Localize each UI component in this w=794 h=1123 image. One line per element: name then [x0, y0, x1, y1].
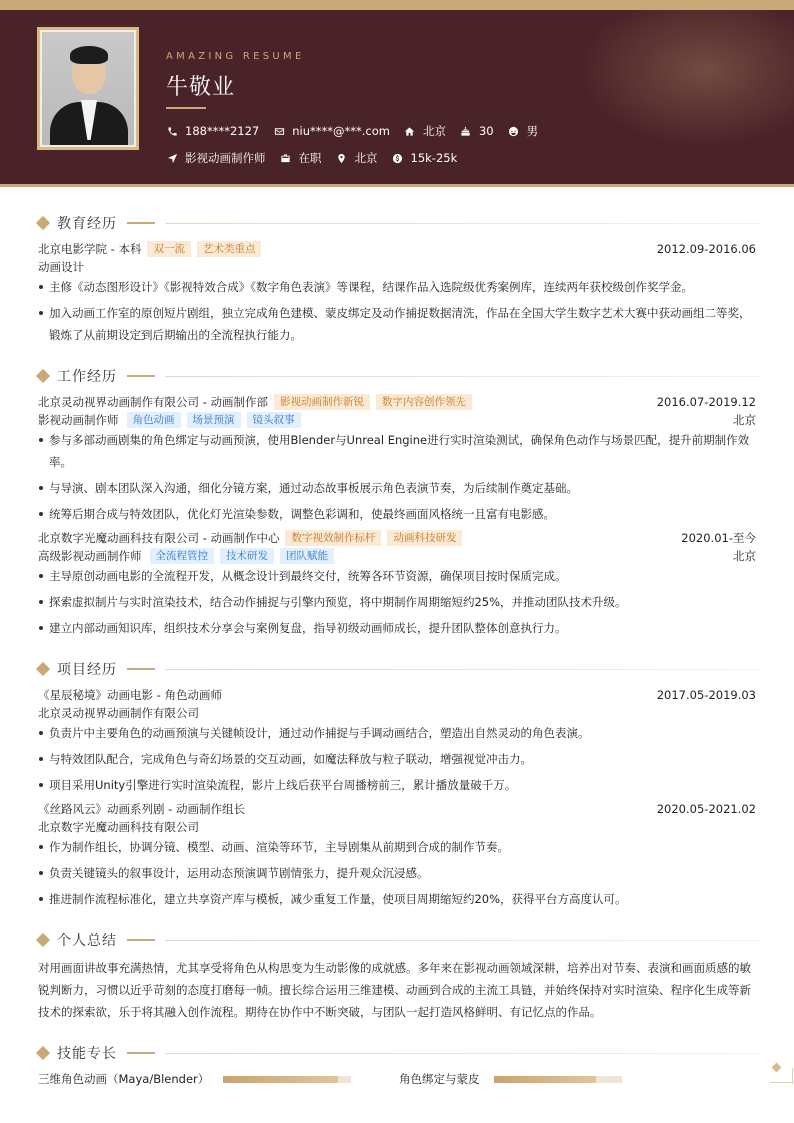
work-entry-header [38, 530, 756, 546]
project-date: 2020.05-2021.02 [656, 802, 756, 816]
school-name: 北京电影学院 - 本科 [38, 242, 142, 256]
job-title: 影视动画制作师 [38, 413, 119, 427]
corner-decoration-line [770, 1082, 792, 1083]
project-company-row [38, 819, 756, 835]
briefcase-icon [280, 152, 292, 164]
section-title-skills: 技能专长 [35, 1043, 760, 1063]
company-tag: 影视动画制作新锐 [274, 394, 370, 410]
profile-photo [37, 27, 139, 150]
hometown-info [404, 123, 446, 139]
skill-name: 角色绑定与蒙皮 [399, 1072, 480, 1086]
project-name: 《丝路风云》动画系列剧 - 动画制作组长 [38, 802, 245, 816]
project-bullet: 负责关键镜头的叙事设计，运用动态预演调节剧情张力，提升观众沉浸感。 [38, 862, 756, 884]
work-bullet: 主导原创动画电影的全流程开发，从概念设计到最终交付，统筹各环节资源，确保项目按时保质完成。 [38, 565, 756, 587]
summary-text: 对用画面讲故事充满热情，尤其享受将角色从构思变为生动影像的成就感。多年来在影视动画领域深耕，培养出对节奏、表演和画面质感的敏锐判断力，习惯以近乎苛刻的态度打磨每一帧。擅长综合运用三维建模、动画到合成的主流工具链，并始终保持对实时渲染、程序化生成等新技术的探索欲，乐于将其融入创作流程。期待在协作中不断突破，与团队一起打造风格鲜明、有记忆点的作品。 [38, 961, 751, 1019]
diamond-icon [36, 1046, 50, 1060]
work-bullet: 统筹后期合成与特效团队，优化灯光渲染参数，调整色彩调和，使最终画面风格统一且富有电影感。 [38, 503, 756, 525]
position-info [166, 150, 266, 166]
status-text: 在职 [298, 151, 322, 165]
company-tag: 数字视效制作标杆 [285, 530, 381, 546]
skill-level-fill [223, 1076, 338, 1083]
school-tag: 艺术类重点 [197, 241, 262, 257]
education-date: 2012.09-2016.06 [656, 242, 756, 256]
resume-tagline: AMAZING RESUME [166, 51, 305, 62]
skill-tag: 角色动画 [127, 412, 181, 428]
section-title-work: 工作经历 [35, 366, 760, 386]
diamond-icon [36, 369, 50, 383]
diamond-icon [36, 933, 50, 947]
work-entry-title-row [38, 548, 756, 564]
salary-info [392, 151, 458, 165]
skill-level-fill [494, 1076, 596, 1083]
company-tag: 动画科技研发 [387, 530, 462, 546]
project-entry-header [38, 801, 756, 817]
skill-item [38, 1071, 351, 1087]
work-date: 2020.01-至今 [681, 531, 756, 545]
company-name: 北京灵动视界动画制作有限公司 - 动画制作部 [38, 395, 268, 409]
skill-tag: 场景预演 [187, 412, 241, 428]
project-bullet: 作为制作组长，协调分镜、模型、动画、渲染等环节，主导剧集从前期到合成的制作节奏。 [38, 836, 756, 858]
money-icon [392, 152, 404, 164]
project-company-row [38, 705, 756, 721]
section-title-education: 教育经历 [35, 213, 760, 233]
project-name: 《星辰秘境》动画电影 - 角色动画师 [38, 688, 222, 702]
mail-icon [273, 125, 285, 137]
resume-header [0, 10, 794, 187]
school-tag: 双一流 [147, 241, 191, 257]
skill-tag: 镜头叙事 [247, 412, 301, 428]
work-date: 2016.07-2019.12 [656, 395, 756, 409]
location-icon [336, 152, 348, 164]
diamond-icon [36, 662, 50, 676]
section-title-projects: 项目经历 [35, 659, 760, 679]
skill-tag: 技术研发 [220, 548, 274, 564]
work-entry-header [38, 394, 756, 410]
education-major: 动画设计 [38, 260, 84, 274]
gender-text: 男 [526, 124, 539, 138]
diamond-icon [36, 216, 50, 230]
email-info [273, 124, 390, 138]
salary-text: 15k-25k [410, 151, 458, 165]
phone-text: 188****2127 [185, 124, 260, 138]
home-icon [404, 125, 416, 137]
gender-icon [508, 125, 520, 137]
project-company: 北京灵动视界动画制作有限公司 [38, 706, 199, 720]
job-title: 高级影视动画制作师 [38, 549, 142, 563]
project-bullet: 项目采用Unity引擎进行实时渲染流程，影片上线后获平台周播榜前三，累计播放量破千万。 [38, 774, 756, 796]
gender-info [508, 123, 539, 139]
status-info [280, 150, 322, 166]
work-entry-title-row [38, 412, 756, 428]
hometown-text: 北京 [422, 124, 446, 138]
send-icon [166, 152, 178, 164]
project-bullet: 与特效团队配合，完成角色与奇幻场景的交互动画，如魔法释放与粒子联动，增强视觉冲击力。 [38, 748, 756, 770]
job-intent-row [166, 150, 471, 166]
corner-decoration [772, 1063, 782, 1073]
project-bullet: 负责片中主要角色的动画预演与关键帧设计，通过动作捕捉与手调动画结合，塑造出自然灵动的角色表演。 [38, 722, 756, 744]
age-info [460, 124, 494, 138]
company-name: 北京数字光魔动画科技有限公司 - 动画制作中心 [38, 531, 280, 545]
education-bullet: 主修《动态图形设计》《影视特效合成》《数字角色表演》等课程，结课作品入选院级优秀案例库，连续两年获校级创作奖学金。 [38, 276, 756, 298]
skill-level-bar [494, 1076, 622, 1083]
top-accent-bar [0, 0, 794, 10]
work-city: 北京 [733, 413, 756, 427]
work-bullet: 建立内部动画知识库，组织技术分享会与案例复盘，指导初级动画师成长，提升团队整体创意执行力。 [38, 617, 756, 639]
skill-item [399, 1071, 622, 1087]
candidate-name: 牛敬业 [166, 75, 236, 100]
corner-decoration-line [792, 1068, 793, 1084]
phone-info [166, 124, 259, 138]
section-title-summary: 个人总结 [35, 930, 760, 950]
position-text: 影视动画制作师 [185, 151, 266, 165]
name-underline [166, 107, 206, 109]
work-bullet: 探索虚拟制片与实时渲染技术，结合动作捕捉与引擎内预览，将中期制作周期缩短约25%，并推动团队技术升级。 [38, 591, 756, 613]
skill-name: 三维角色动画（Maya/Blender） [38, 1072, 210, 1086]
work-bullet: 参与多部动画剧集的角色绑定与动画预演，使用Blender与Unreal Engine进行实时渲染测试，确保角色动作与场景匹配，提升前期制作效率。 [38, 429, 756, 473]
email-text: niu****@***.com [292, 124, 390, 138]
project-bullet: 推进制作流程标准化，建立共享资产库与模板，减少重复工作量，使项目周期缩短约20%，获得平台方高度认可。 [38, 888, 756, 910]
project-entry-header [38, 687, 756, 703]
work-city: 北京 [733, 549, 756, 563]
project-date: 2017.05-2019.03 [656, 688, 756, 702]
city-text: 北京 [354, 151, 378, 165]
age-text: 30 [478, 124, 494, 138]
education-bullet: 加入动画工作室的原创短片剧组，独立完成角色建模、蒙皮绑定及动作捕捉数据清洗，作品在全国大学生数字艺术大赛中获动画组二等奖，锻炼了从前期设定到后期输出的全流程执行能力。 [38, 302, 756, 346]
age-icon [460, 125, 472, 137]
company-tag: 数字内容创作领先 [376, 394, 472, 410]
education-major-row [38, 259, 756, 275]
phone-icon [166, 125, 178, 137]
education-entry [38, 241, 756, 257]
header-bottom-bar [0, 184, 794, 187]
skill-tag: 全流程管控 [150, 548, 215, 564]
work-bullet: 与导演、剧本团队深入沟通，细化分镜方案，通过动态故事板展示角色表演节奏，为后续制作奠定基础。 [38, 477, 756, 499]
skill-tag: 团队赋能 [280, 548, 334, 564]
city-info [336, 150, 378, 166]
project-company: 北京数字光魔动画科技有限公司 [38, 820, 199, 834]
skill-level-bar [223, 1076, 351, 1083]
contact-row [166, 123, 552, 139]
